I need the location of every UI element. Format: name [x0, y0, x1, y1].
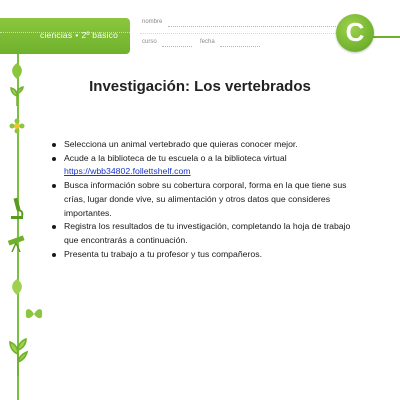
date-label: fecha: [200, 39, 215, 45]
instruction-text: Acude a la biblioteca de tu escuela o a la biblioteca virtual: [64, 152, 287, 163]
list-item: [52, 138, 362, 152]
bullet-icon: [52, 157, 56, 161]
bullet-icon: [52, 143, 56, 147]
list-item: [52, 248, 362, 262]
course-label: curso: [142, 39, 157, 45]
subject-label: [40, 30, 118, 40]
list-item: [52, 152, 362, 179]
course-field[interactable]: [162, 46, 192, 47]
banner-rule: [140, 33, 340, 34]
library-link[interactable]: https://wbb34802.follettshelf.com: [64, 166, 191, 177]
student-info-form: [140, 18, 345, 54]
subject-logo: [336, 14, 374, 52]
list-item: [52, 179, 362, 220]
bullet-icon: [52, 184, 56, 188]
name-field[interactable]: [168, 26, 340, 27]
logo-letter: C: [345, 17, 365, 47]
grade-name: 2º básico: [81, 30, 119, 40]
flower-icon: [9, 118, 25, 134]
subject-tab: [0, 18, 130, 54]
name-label: nombre: [142, 19, 163, 25]
date-field[interactable]: [220, 46, 260, 47]
microscope-icon: [6, 196, 28, 222]
list-item: [52, 220, 362, 247]
instruction-text: Presenta tu trabajo a tu profesor y tus compañeros.: [64, 248, 262, 259]
instruction-text: Registra los resultados de tu investigación, completando la hoja de trabajo que encontrarás a continuación.: [64, 221, 351, 245]
leaf-icon: [7, 278, 27, 296]
instruction-text: Selecciona un animal vertebrado que quieras conocer mejor.: [64, 139, 298, 149]
plant-icon: [6, 336, 30, 376]
subject-separator: •: [75, 30, 79, 40]
instruction-text: Busca información sobre su cobertura corporal, forma en la que tiene sus crías, lugar donde vive, su alimentación y otros datos que consideres importantes.: [64, 180, 347, 218]
instructions-list: [52, 138, 362, 261]
bullet-icon: [52, 253, 56, 257]
butterfly-icon: [24, 306, 44, 322]
subject-name: ciencias: [40, 30, 73, 40]
bullet-icon: [52, 225, 56, 229]
page-title: Investigación: Los vertebrados: [89, 78, 311, 95]
telescope-icon: [6, 234, 28, 252]
